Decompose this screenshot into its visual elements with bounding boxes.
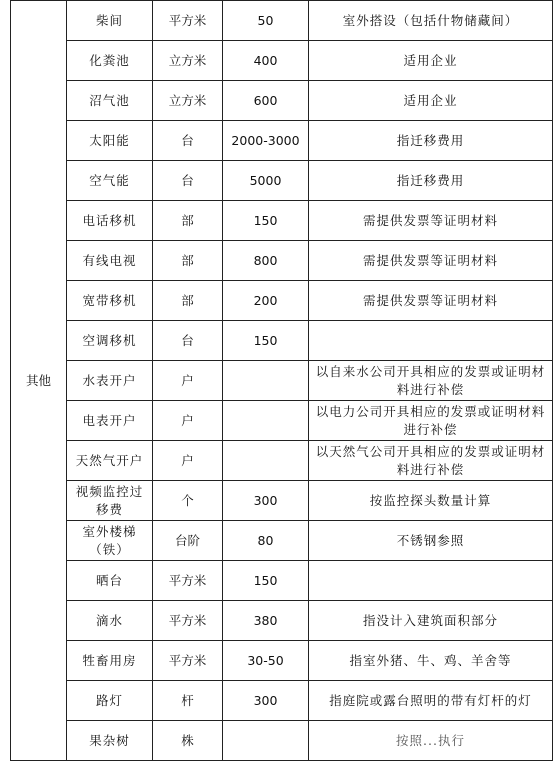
item-note: 室外搭设（包括什物储藏间） <box>309 1 553 41</box>
item-name: 路灯 <box>67 681 153 721</box>
item-price: 150 <box>223 321 309 361</box>
item-price: 600 <box>223 81 309 121</box>
item-price: 150 <box>223 561 309 601</box>
item-unit: 平方米 <box>153 561 223 601</box>
item-unit: 立方米 <box>153 81 223 121</box>
item-name: 晒台 <box>67 561 153 601</box>
item-price: 2000-3000 <box>223 121 309 161</box>
table-row <box>11 441 553 481</box>
item-name: 水表开户 <box>67 361 153 401</box>
item-price: 50 <box>223 1 309 41</box>
table-row <box>11 561 553 601</box>
item-name: 天然气开户 <box>67 441 153 481</box>
item-note: 需提供发票等证明材料 <box>309 281 553 321</box>
item-name: 空气能 <box>67 161 153 201</box>
table-row <box>11 81 553 121</box>
item-note: 指室外猪、牛、鸡、羊舍等 <box>309 641 553 681</box>
item-unit: 平方米 <box>153 601 223 641</box>
item-price <box>223 401 309 441</box>
item-unit: 平方米 <box>153 641 223 681</box>
item-note: 指没计入建筑面积部分 <box>309 601 553 641</box>
item-unit: 部 <box>153 241 223 281</box>
item-unit: 台 <box>153 121 223 161</box>
item-name: 电表开户 <box>67 401 153 441</box>
table-row <box>11 281 553 321</box>
item-price: 400 <box>223 41 309 81</box>
item-unit: 台 <box>153 321 223 361</box>
table-row <box>11 41 553 81</box>
item-unit: 个 <box>153 481 223 521</box>
item-note: 适用企业 <box>309 41 553 81</box>
item-name: 滴水 <box>67 601 153 641</box>
item-price: 30-50 <box>223 641 309 681</box>
item-unit: 部 <box>153 281 223 321</box>
item-note: 按监控探头数量计算 <box>309 481 553 521</box>
item-name: 柴间 <box>67 1 153 41</box>
item-name: 果杂树 <box>67 721 153 761</box>
table-row <box>11 401 553 441</box>
item-note: 需提供发票等证明材料 <box>309 201 553 241</box>
item-note: 以天然气公司开具相应的发票或证明材料进行补偿 <box>309 441 553 481</box>
item-note: 适用企业 <box>309 81 553 121</box>
item-note: 需提供发票等证明材料 <box>309 241 553 281</box>
item-price: 200 <box>223 281 309 321</box>
item-unit: 户 <box>153 441 223 481</box>
item-name: 宽带移机 <box>67 281 153 321</box>
item-unit: 部 <box>153 201 223 241</box>
item-unit: 平方米 <box>153 1 223 41</box>
table-row <box>11 481 553 521</box>
table-row <box>11 681 553 721</box>
item-name: 电话移机 <box>67 201 153 241</box>
item-name: 视频监控过移费 <box>67 481 153 521</box>
item-unit: 户 <box>153 401 223 441</box>
table-row <box>11 721 553 761</box>
item-note: 指迁移费用 <box>309 121 553 161</box>
compensation-table <box>10 0 553 761</box>
item-price <box>223 721 309 761</box>
table-row <box>11 641 553 681</box>
item-name: 牲畜用房 <box>67 641 153 681</box>
item-unit: 杆 <box>153 681 223 721</box>
item-price: 150 <box>223 201 309 241</box>
table-row <box>11 121 553 161</box>
item-unit: 台 <box>153 161 223 201</box>
table-row <box>11 321 553 361</box>
item-note: 指迁移费用 <box>309 161 553 201</box>
item-price: 5000 <box>223 161 309 201</box>
item-name: 室外楼梯（铁） <box>67 521 153 561</box>
item-unit: 株 <box>153 721 223 761</box>
item-name: 太阳能 <box>67 121 153 161</box>
item-note: 指庭院或露台照明的带有灯杆的灯 <box>309 681 553 721</box>
table-row <box>11 601 553 641</box>
table-row <box>11 241 553 281</box>
item-price: 800 <box>223 241 309 281</box>
table-row <box>11 361 553 401</box>
item-name: 空调移机 <box>67 321 153 361</box>
item-note <box>309 561 553 601</box>
item-price <box>223 361 309 401</box>
item-unit: 立方米 <box>153 41 223 81</box>
item-price: 300 <box>223 681 309 721</box>
item-name: 有线电视 <box>67 241 153 281</box>
item-note: 不锈钢参照 <box>309 521 553 561</box>
item-unit: 台阶 <box>153 521 223 561</box>
item-note <box>309 321 553 361</box>
table-row <box>11 201 553 241</box>
item-price: 380 <box>223 601 309 641</box>
item-name: 化粪池 <box>67 41 153 81</box>
table-row <box>11 161 553 201</box>
category-cell: 其他 <box>11 1 67 761</box>
item-price <box>223 441 309 481</box>
item-price: 80 <box>223 521 309 561</box>
item-note: 以电力公司开具相应的发票或证明材料进行补偿 <box>309 401 553 441</box>
item-note: 按照...执行 <box>309 721 553 761</box>
item-note: 以自来水公司开具相应的发票或证明材料进行补偿 <box>309 361 553 401</box>
item-unit: 户 <box>153 361 223 401</box>
table-row <box>11 521 553 561</box>
item-price: 300 <box>223 481 309 521</box>
item-name: 沼气池 <box>67 81 153 121</box>
table-row <box>11 1 553 41</box>
